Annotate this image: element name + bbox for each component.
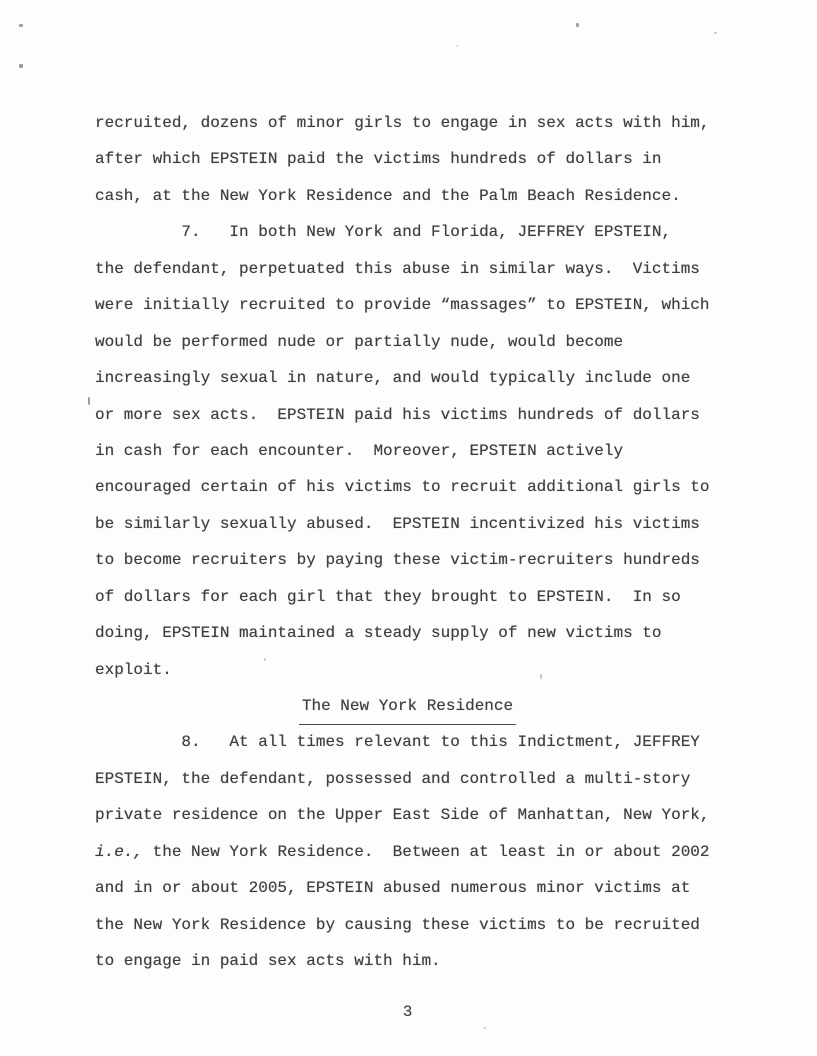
- document-line: encouraged certain of his victims to recruit additional girls to: [95, 478, 710, 497]
- document-line: were initially recruited to provide “massages” to EPSTEIN, which: [95, 296, 710, 315]
- document-line: of dollars for each girl that they brought to EPSTEIN. In so: [95, 587, 681, 606]
- scan-speck: [540, 674, 542, 679]
- document-line: increasingly sexual in nature, and would typically include one: [95, 369, 691, 388]
- document-line: exploit.: [95, 660, 172, 679]
- scan-speck: [88, 397, 90, 405]
- document-line: 7. In both New York and Florida, JEFFREY EPSTEIN,: [95, 223, 672, 242]
- italic-text: i.e.,: [95, 842, 144, 861]
- document-line: doing, EPSTEIN maintained a steady supply of new victims to: [95, 624, 662, 643]
- scan-speck: [19, 64, 23, 68]
- scan-speck: [576, 23, 579, 27]
- document-line: in cash for each encounter. Moreover, EPSTEIN actively: [95, 441, 624, 460]
- scan-speck: [456, 45, 458, 47]
- section-heading-text: The New York Residence: [299, 688, 516, 725]
- scan-speck: [264, 658, 266, 661]
- document-line: to become recruiters by paying these victim-recruiters hundreds: [95, 551, 700, 570]
- document-line: or more sex acts. EPSTEIN paid his victims hundreds of dollars: [95, 405, 700, 424]
- document-body: [95, 105, 720, 980]
- document-line: and in or about 2005, EPSTEIN abused numerous minor victims at: [95, 879, 691, 898]
- document-line: the New York Residence by causing these victims to be recruited: [95, 915, 700, 934]
- section-heading: [95, 688, 720, 724]
- document-line: 8. At all times relevant to this Indictment, JEFFREY: [95, 733, 700, 752]
- scan-speck: [19, 24, 23, 27]
- scan-speck: [714, 32, 717, 34]
- document-line: the defendant, perpetuated this abuse in similar ways. Victims: [95, 259, 700, 278]
- document-line: recruited, dozens of minor girls to engage in sex acts with him,: [95, 114, 710, 132]
- body-text: the New York Residence. Between at least in or about 2002: [143, 842, 710, 861]
- document-line: be similarly sexually abused. EPSTEIN incentivized his victims: [95, 514, 700, 533]
- document-line: to engage in paid sex acts with him.: [95, 952, 441, 971]
- document-line: would be performed nude or partially nude, would become: [95, 332, 624, 351]
- scan-speck: [483, 1027, 486, 1029]
- page-number: 3: [402, 1003, 413, 1021]
- document-line: cash, at the New York Residence and the Palm Beach Residence.: [95, 186, 681, 205]
- document-line: [95, 834, 720, 870]
- document-line: private residence on the Upper East Side of Manhattan, New York,: [95, 806, 710, 825]
- document-line: after which EPSTEIN paid the victims hundreds of dollars in: [95, 150, 662, 169]
- document-line: EPSTEIN, the defendant, possessed and controlled a multi-story: [95, 769, 691, 788]
